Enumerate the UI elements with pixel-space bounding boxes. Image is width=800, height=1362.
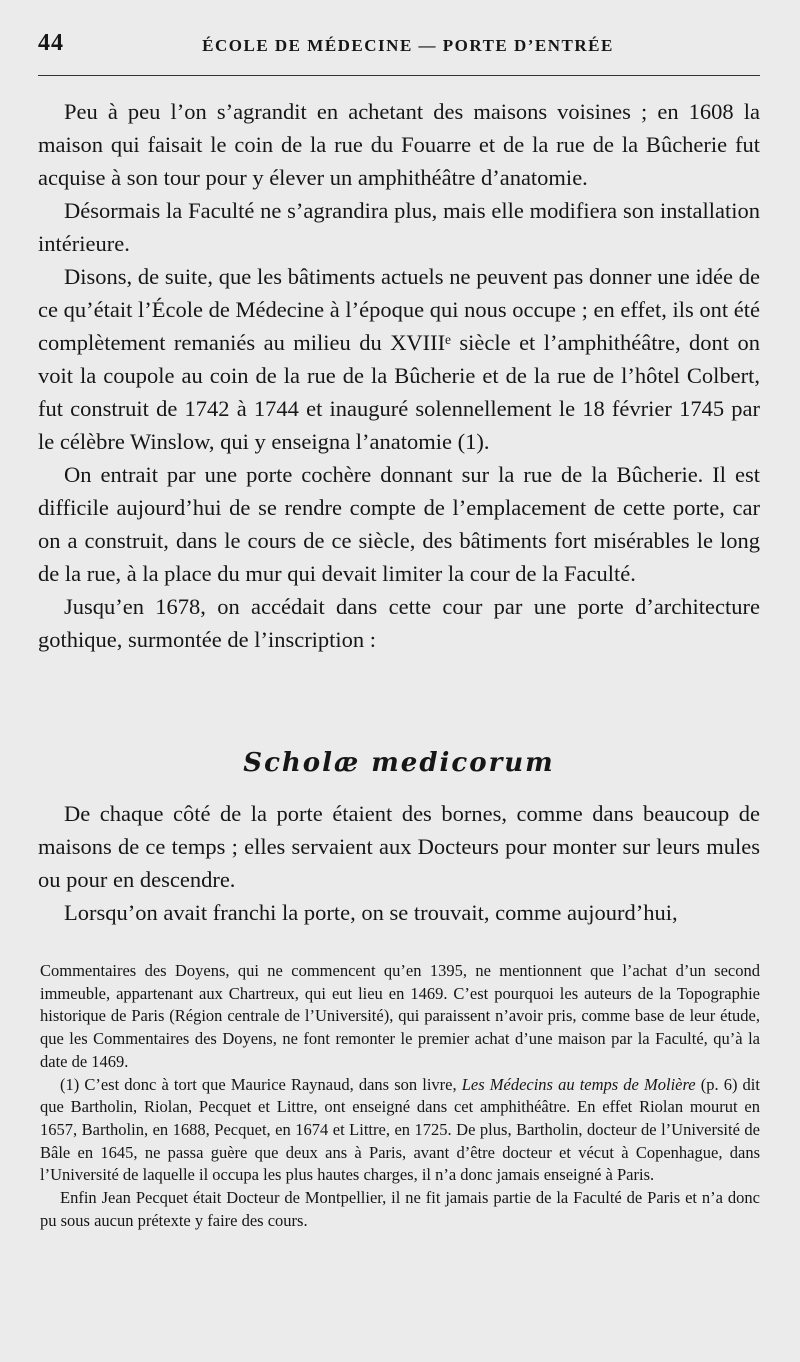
gothic-inscription: Scholæ medicorum bbox=[243, 748, 555, 778]
footnote-1 bbox=[40, 1074, 760, 1188]
main-text bbox=[38, 95, 760, 656]
paragraph: Peu à peu l’on s’agrandit en achetant des maisons voisines ; en 1608 la maison qui faisait le coin de la rue du Fouarre et de la rue de la Bûcherie fut acquise à son tour pour y élever un amphithéâtre d’anatomie. bbox=[38, 99, 760, 190]
page-header bbox=[38, 30, 760, 60]
paragraph: De chaque côté de la porte étaient des bornes, comme dans beaucoup de maisons de ce temps ; elles servaient aux Docteurs pour monter sur leurs mules ou pour en descendre. bbox=[38, 801, 760, 892]
paragraph: Lorsqu’on avait franchi la porte, on se trouvait, comme aujourd’hui, bbox=[64, 900, 678, 925]
running-title: ÉCOLE DE MÉDECINE — PORTE D’ENTRÉE bbox=[202, 36, 614, 55]
footnote-text: (1) C’est donc à tort que Maurice Raynaud, dans son livre, bbox=[60, 1074, 462, 1094]
book-title: Les Médecins au temps de Molière bbox=[461, 1074, 696, 1094]
footnote-text: (p. 6) dit que Bartholin, Riolan, Pecquet et Littre, ont enseigné dans cet amphithéâtre. En effet Riolan mourut en 1657, Bartholin, en 1688, Pecquet, en 1674 et Littre, en 1725. De plus, Bartholin, docteur de l’Université de Bâle en 1645, ne passa guère que deux ans à Paris, avant d’être docteur et vécut à Copenhague, dans l’Université de laquelle il occupa les plus hautes charges, il n’a donc jamais enseigné à Paris. bbox=[40, 1074, 760, 1185]
footnotes bbox=[40, 960, 760, 1232]
page-number: 44 bbox=[38, 30, 64, 56]
main-text-continued bbox=[38, 797, 760, 929]
paragraph: Jusqu’en 1678, on accédait dans cette cour par une porte d’architecture gothique, surmontée de l’inscription : bbox=[38, 594, 760, 652]
paragraph: Désormais la Faculté ne s’agrandira plus, mais elle modifiera son installation intérieure. bbox=[38, 198, 760, 256]
paragraph: Disons, de suite, que les bâtiments actuels ne peuvent pas donner une idée de ce qu’était l’École de Médecine à l’époque qui nous occupe ; en effet, ils ont été complètement remaniés au milieu du XVIIIᵉ siècle et l’amphithéâtre, dont on voit la coupole au coin de la rue de la Bûcherie et de la rue de l’hôtel Colbert, fut construit de 1742 à 1744 et inauguré solennellement le 18 février 1745 par le célèbre Winslow, qui y enseigna l’anatomie (1). bbox=[38, 264, 760, 454]
paragraph: On entrait par une porte cochère donnant sur la rue de la Bûcherie. Il est difficile aujourd’hui de se rendre compte de l’emplacement de cette porte, car on a construit, dans le cours de ce siècle, des bâtiments fort misérables le long de la rue, à la place du mur qui devait limiter la cour de la Faculté. bbox=[38, 462, 760, 586]
header-rule bbox=[38, 75, 760, 76]
footnote-continuation: Commentaires des Doyens, qui ne commencent qu’en 1395, ne mentionnent que l’achat d’un second immeuble, appartenant aux Chartreux, qui eut lieu en 1469. C’est pourquoi les auteurs de la Topographie historique de Paris (Région centrale de l’Université), qui paraissent n’avoir pris, comme base de leur étude, que les Commentaires des Doyens, ne font remonter le premier achat d’une maison par la Faculté, qu’à la date de 1469. bbox=[40, 961, 760, 1071]
footnote-2: Enfin Jean Pecquet était Docteur de Montpellier, il ne fit jamais partie de la Faculté de Paris et n’a donc pu sous aucun prétexte y faire des cours. bbox=[40, 1188, 760, 1230]
